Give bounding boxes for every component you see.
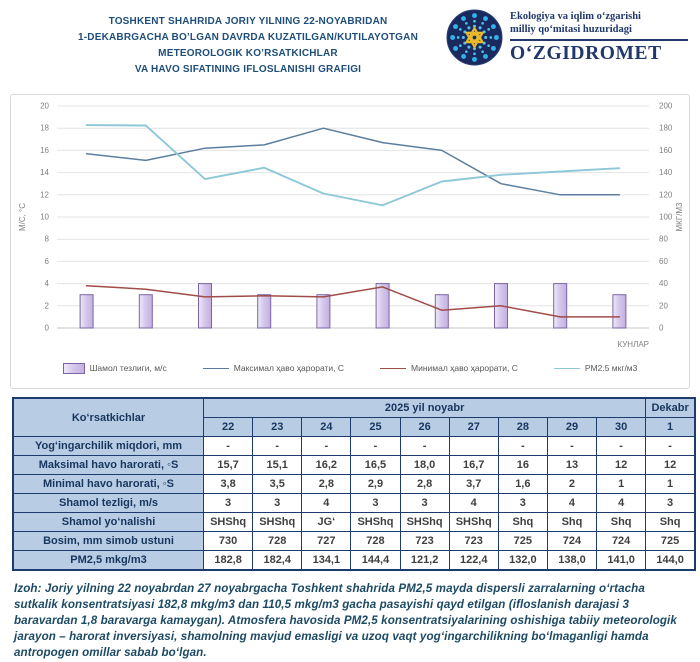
- table-cell: 728: [351, 532, 400, 551]
- weather-table: [12, 397, 696, 571]
- svg-text:60: 60: [659, 256, 668, 266]
- title-line-4: VA HAVO SIFATINING IFLOSLANISHI GRAFIGI: [134, 64, 362, 75]
- svg-text:КУНЛАР: КУНЛАР: [617, 340, 649, 349]
- table-cell: 3: [204, 494, 253, 513]
- table-cell: 12: [646, 456, 695, 475]
- table-cell: -: [597, 437, 646, 456]
- table-cell: 728: [253, 532, 302, 551]
- legend-line-swatch: [554, 368, 580, 369]
- table-row-label: Shamol tezligi, m/s: [13, 494, 204, 513]
- table-cell: -: [204, 437, 253, 456]
- table-cell: 724: [547, 532, 596, 551]
- table-cell: 122,4: [449, 551, 498, 571]
- table-day-header: 25: [351, 418, 400, 437]
- table-cell: 12: [597, 456, 646, 475]
- table-cell: Shq: [597, 513, 646, 532]
- legend-item: [63, 363, 167, 374]
- logo-org-line1: Ekologiya va iqlim o‘zgarishi: [510, 11, 641, 22]
- table-cell: 3,8: [204, 475, 253, 494]
- table-cell: 3: [400, 494, 449, 513]
- svg-text:20: 20: [659, 301, 668, 311]
- title-line-3: METEOROLOGIK KO’RSATKICHLAR: [158, 48, 338, 59]
- table-cell: 121,2: [400, 551, 449, 571]
- table-row-label: Minimal havo harorati, ◦S: [13, 475, 204, 494]
- legend-label: PM2.5 мкг/м3: [584, 363, 638, 373]
- table-cell: 182,4: [253, 551, 302, 571]
- table-cell: SHShq: [351, 513, 400, 532]
- table-cell: -: [302, 437, 351, 456]
- svg-text:8: 8: [44, 234, 49, 244]
- table-cell: SHShq: [449, 513, 498, 532]
- svg-text:0: 0: [659, 323, 664, 333]
- table-day-header: 24: [302, 418, 351, 437]
- table-cell: 4: [597, 494, 646, 513]
- table-cell: 1,6: [498, 475, 547, 494]
- legend-bar-swatch: [63, 363, 85, 374]
- table-cell: -: [498, 437, 547, 456]
- table-row: [13, 532, 695, 551]
- table-cell: 16,2: [302, 456, 351, 475]
- table-cell: 3: [498, 494, 547, 513]
- legend-line-swatch: [203, 368, 229, 369]
- table-cell: 144,0: [646, 551, 695, 571]
- table-cell: 723: [400, 532, 449, 551]
- svg-text:16: 16: [40, 145, 49, 155]
- table-day-header: 30: [597, 418, 646, 437]
- weather-chart-panel: [10, 94, 690, 389]
- table-cell: 2,8: [400, 475, 449, 494]
- logo-text: [510, 10, 692, 65]
- table-cell: 3,7: [449, 475, 498, 494]
- table-cell: 3,5: [253, 475, 302, 494]
- page-title: [38, 14, 458, 78]
- svg-text:МКГ/М3: МКГ/М3: [675, 202, 684, 232]
- table-cell: 16: [498, 456, 547, 475]
- table-cell: 16,7: [449, 456, 498, 475]
- logo-org-line2: milliy qo‘mitasi huzuridagi: [510, 24, 632, 35]
- table-cell: 727: [302, 532, 351, 551]
- svg-text:20: 20: [40, 101, 49, 111]
- table-row-label: Shamol yo‘nalishi: [13, 513, 204, 532]
- combo-chart: [11, 98, 689, 354]
- table-cell: 15,7: [204, 456, 253, 475]
- table-cell: 723: [449, 532, 498, 551]
- title-line-2: 1-DEKABRGACHA BO’LGAN DAVRDA KUZATILGAN/KUTILAYOTGAN: [77, 32, 419, 43]
- table-row-label: Bosim, mm simob ustuni: [13, 532, 204, 551]
- table-cell: 2,9: [351, 475, 400, 494]
- footnote-text: Izoh: Joriy yilning 22 noyabrdan 27 noyabrgacha Toshkent shahrida PM2,5 mayda dispersli zarralarning o‘rtacha sutkalik konsentratsiyasi 182,8 mkg/m3 dan 110,5 mkg/m3 gacha pasayishi qayd etilgan (ifloslanish darajasi 3 baravardan 1,8 baravarga kamaygan). Atmosfera havosida PM2,5 konsentratsiyalarining oshishiga tabiiy meteorologik jarayon – harorat inversiyasi, shamolning mavjud emasligi va uzoq vaqt yog‘ingarchilikning bo‘lmaganligi hamda antropogen omillar sabab bo‘lgan.: [14, 582, 677, 659]
- table-row-label: Yog‘ingarchilik miqdori, mm: [13, 437, 204, 456]
- table-day-header: 27: [449, 418, 498, 437]
- table-cell: JG‘: [302, 513, 351, 532]
- svg-text:10: 10: [40, 212, 49, 222]
- svg-text:200: 200: [659, 101, 673, 111]
- table-cell: -: [253, 437, 302, 456]
- table-header-dekabr: Dekabr: [646, 398, 695, 418]
- logo-name: O‘ZGIDROMET: [510, 43, 662, 64]
- table-header-korsatkichlar: Ko‘rsatkichlar: [13, 398, 204, 437]
- svg-text:100: 100: [659, 212, 673, 222]
- table-day-header: 26: [400, 418, 449, 437]
- table-cell: 134,1: [302, 551, 351, 571]
- table-cell: 182,8: [204, 551, 253, 571]
- table-cell: 725: [646, 532, 695, 551]
- table-cell: 3: [646, 494, 695, 513]
- table-cell: 138,0: [547, 551, 596, 571]
- table-row: [13, 437, 695, 456]
- svg-text:40: 40: [659, 279, 668, 289]
- table-row: [13, 513, 695, 532]
- legend-item: [554, 363, 638, 373]
- table-cell: -: [400, 437, 449, 456]
- table-day-header: 23: [253, 418, 302, 437]
- svg-text:0: 0: [44, 323, 49, 333]
- legend-label: Шамол тезлиги, м/с: [89, 363, 167, 373]
- legend-item: [380, 363, 518, 373]
- svg-text:4: 4: [44, 279, 49, 289]
- table-cell: Shq: [498, 513, 547, 532]
- table-group-header-row: [13, 398, 695, 418]
- table-cell: 2: [547, 475, 596, 494]
- table-cell: 1: [597, 475, 646, 494]
- table-row-label: Maksimal havo harorati, ◦S: [13, 456, 204, 475]
- table-cell: 132,0: [498, 551, 547, 571]
- table-cell: 141,0: [597, 551, 646, 571]
- table-cell: 3: [351, 494, 400, 513]
- snowflake-logo-icon: [446, 9, 503, 66]
- table-cell: -: [351, 437, 400, 456]
- table-cell: -: [547, 437, 596, 456]
- svg-text:18: 18: [40, 123, 49, 133]
- table-cell: -: [646, 437, 695, 456]
- table-day-header: 28: [498, 418, 547, 437]
- chart-legend: [11, 354, 689, 382]
- table-cell: 4: [302, 494, 351, 513]
- table-cell: 13: [547, 456, 596, 475]
- table-day-header: 22: [204, 418, 253, 437]
- svg-text:80: 80: [659, 234, 668, 244]
- table-cell: 4: [449, 494, 498, 513]
- table-cell: 2,8: [302, 475, 351, 494]
- table-cell: 730: [204, 532, 253, 551]
- table-row: [13, 456, 695, 475]
- legend-label: Максимал ҳаво ҳарорати, С: [233, 363, 344, 373]
- logo-divider: [510, 39, 688, 41]
- page-header: [0, 0, 700, 92]
- table-cell: 4: [547, 494, 596, 513]
- table-row-label: PM2,5 mkg/m3: [13, 551, 204, 571]
- legend-label: Минимал ҳаво ҳарорати, С: [411, 363, 518, 373]
- table-day-header: 29: [547, 418, 596, 437]
- svg-text:12: 12: [40, 190, 49, 200]
- table-cell: 15,1: [253, 456, 302, 475]
- svg-text:160: 160: [659, 145, 673, 155]
- title-line-1: TOSHKENT SHAHRIDA JORIY YILNING 22-NOYABRIDAN: [108, 16, 388, 27]
- ozgidromet-logo: [446, 9, 692, 66]
- svg-text:М/С, °С: М/С, °С: [18, 202, 27, 232]
- table-cell: 18,0: [400, 456, 449, 475]
- table-cell: [449, 437, 498, 456]
- table-cell: 3: [253, 494, 302, 513]
- table-cell: 724: [597, 532, 646, 551]
- svg-text:14: 14: [40, 168, 49, 178]
- table-row: [13, 551, 695, 571]
- table-cell: SHShq: [253, 513, 302, 532]
- table-cell: 1: [646, 475, 695, 494]
- svg-text:120: 120: [659, 190, 673, 200]
- table-cell: Shq: [646, 513, 695, 532]
- table-row: [13, 494, 695, 513]
- table-cell: SHShq: [204, 513, 253, 532]
- table-cell: 16,5: [351, 456, 400, 475]
- table-cell: 725: [498, 532, 547, 551]
- table-row: [13, 475, 695, 494]
- legend-item: [203, 363, 344, 373]
- svg-text:6: 6: [44, 256, 49, 266]
- table-body: [13, 437, 695, 571]
- svg-text:2: 2: [44, 301, 49, 311]
- table-cell: Shq: [547, 513, 596, 532]
- legend-line-swatch: [380, 368, 406, 369]
- table-header-month: 2025 yil noyabr: [204, 398, 646, 418]
- svg-text:140: 140: [659, 168, 673, 178]
- table-day-header: 1: [646, 418, 695, 437]
- svg-text:180: 180: [659, 123, 673, 133]
- table-cell: SHShq: [400, 513, 449, 532]
- table-cell: 144,4: [351, 551, 400, 571]
